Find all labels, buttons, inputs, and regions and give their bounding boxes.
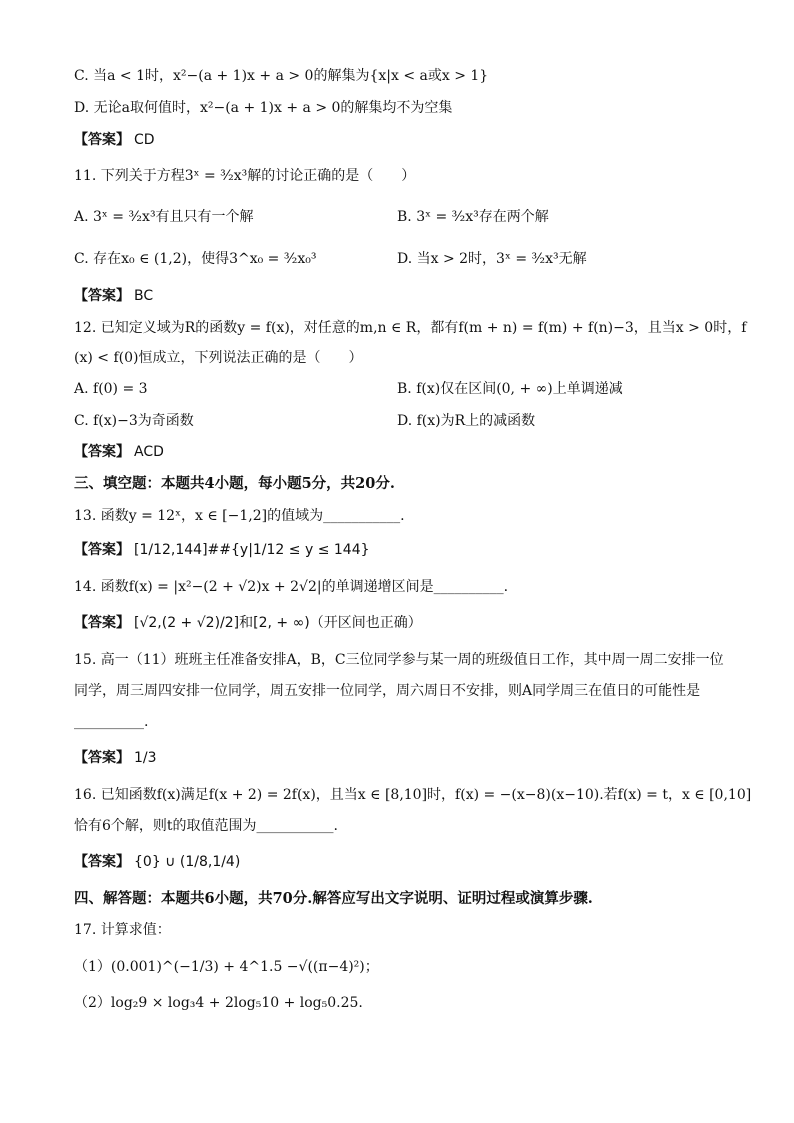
- option-10c: C. 当a < 1时，x²−(a + 1)x + a > 0的解集为{x|x < a或x > 1}: [74, 68, 489, 84]
- answer-label: 【答案】: [74, 288, 130, 304]
- question-14: 14. 函数f(x) = |x²−(2 + √2)x + 2√2|的单调递增区间是__________.: [74, 579, 509, 595]
- question-12-line1: 12. 已知定义域为R的函数y = f(x)，对任意的m,n ∈ R，都有f(m + n) = f(m) + f(n)−3，且当x > 0时，f: [74, 320, 747, 336]
- question-16-line2: 恰有6个解，则t的取值范围为___________.: [74, 818, 338, 834]
- answer-15: [74, 748, 157, 768]
- option-12d: D. f(x)为R上的减函数: [397, 413, 536, 429]
- answer-11: [74, 286, 153, 306]
- question-11: 11. 下列关于方程3ˣ = ³⁄₂x³解的讨论正确的是（ ）: [74, 168, 416, 184]
- option-11a: A. 3ˣ = ³⁄₂x³有且只有一个解: [74, 209, 254, 225]
- answer-value: ACD: [134, 444, 164, 460]
- question-15-line2: 同学，周三周四安排一位同学，周五安排一位同学，周六周日不安排，则A同学周三在值日的可能性是: [74, 683, 701, 699]
- answer-value: [1/12,144]##{y|1/12 ≤ y ≤ 144}: [134, 542, 370, 558]
- answer-10: [74, 130, 155, 150]
- answer-label: 【答案】: [74, 615, 130, 631]
- question-13: 13. 函数y = 12ˣ，x ∈ [−1,2]的值域为___________.: [74, 508, 405, 524]
- section-3-heading: 三、填空题：本题共4小题，每小题5分，共20分.: [74, 475, 395, 492]
- answer-value: BC: [134, 288, 154, 304]
- answer-value: CD: [134, 132, 155, 148]
- option-12a: A. f(0) = 3: [74, 381, 148, 397]
- answer-12: [74, 442, 164, 462]
- option-11c: C. 存在x₀ ∈ (1,2)，使得3^x₀ = ³⁄₂x₀³: [74, 251, 317, 267]
- option-10d: D. 无论a取何值时，x²−(a + 1)x + a > 0的解集均不为空集: [74, 100, 453, 116]
- answer-value: {0} ∪ (1/8,1/4): [134, 854, 241, 870]
- answer-label: 【答案】: [74, 542, 130, 558]
- question-16-line1: 16. 已知函数f(x)满足f(x + 2) = 2f(x)，且当x ∈ [8,10]时，f(x) = −(x−8)(x−10).若f(x) = t，x ∈ [0,10]: [74, 787, 752, 803]
- answer-value: [√2,(2 + √2)/2]和[2, + ∞)（开区间也正确）: [134, 615, 422, 631]
- question-15-line3: __________.: [74, 714, 149, 730]
- answer-label: 【答案】: [74, 132, 130, 148]
- option-11d: D. 当x > 2时，3ˣ = ³⁄₂x³无解: [397, 251, 587, 267]
- question-15-line1: 15. 高一（11）班班主任准备安排A，B，C三位同学参与某一周的班级值日工作，其中周一周二安排一位: [74, 652, 724, 668]
- answer-14: [74, 613, 422, 633]
- section-4-heading: 四、解答题：本题共6小题，共70分.解答应写出文字说明、证明过程或演算步骤.: [74, 890, 593, 907]
- option-12b: B. f(x)仅在区间(0, + ∞)上单调递减: [397, 381, 623, 397]
- answer-label: 【答案】: [74, 750, 130, 766]
- answer-value: 1/3: [134, 750, 157, 766]
- question-17-part1: （1）(0.001)^(−1/3) + 4^1.5 −√((π−4)²)；: [74, 959, 379, 975]
- question-12-line2: (x) < f(0)恒成立，下列说法正确的是（ ）: [74, 350, 363, 366]
- answer-13: [74, 540, 370, 560]
- option-11b: B. 3ˣ = ³⁄₂x³存在两个解: [397, 209, 549, 225]
- answer-label: 【答案】: [74, 854, 130, 870]
- question-17-part2: （2）log₂9 × log₃4 + 2log₅10 + log₅0.25.: [74, 995, 363, 1011]
- answer-16: [74, 852, 240, 872]
- question-17: 17. 计算求值：: [74, 922, 171, 938]
- option-12c: C. f(x)−3为奇函数: [74, 413, 194, 429]
- answer-label: 【答案】: [74, 444, 130, 460]
